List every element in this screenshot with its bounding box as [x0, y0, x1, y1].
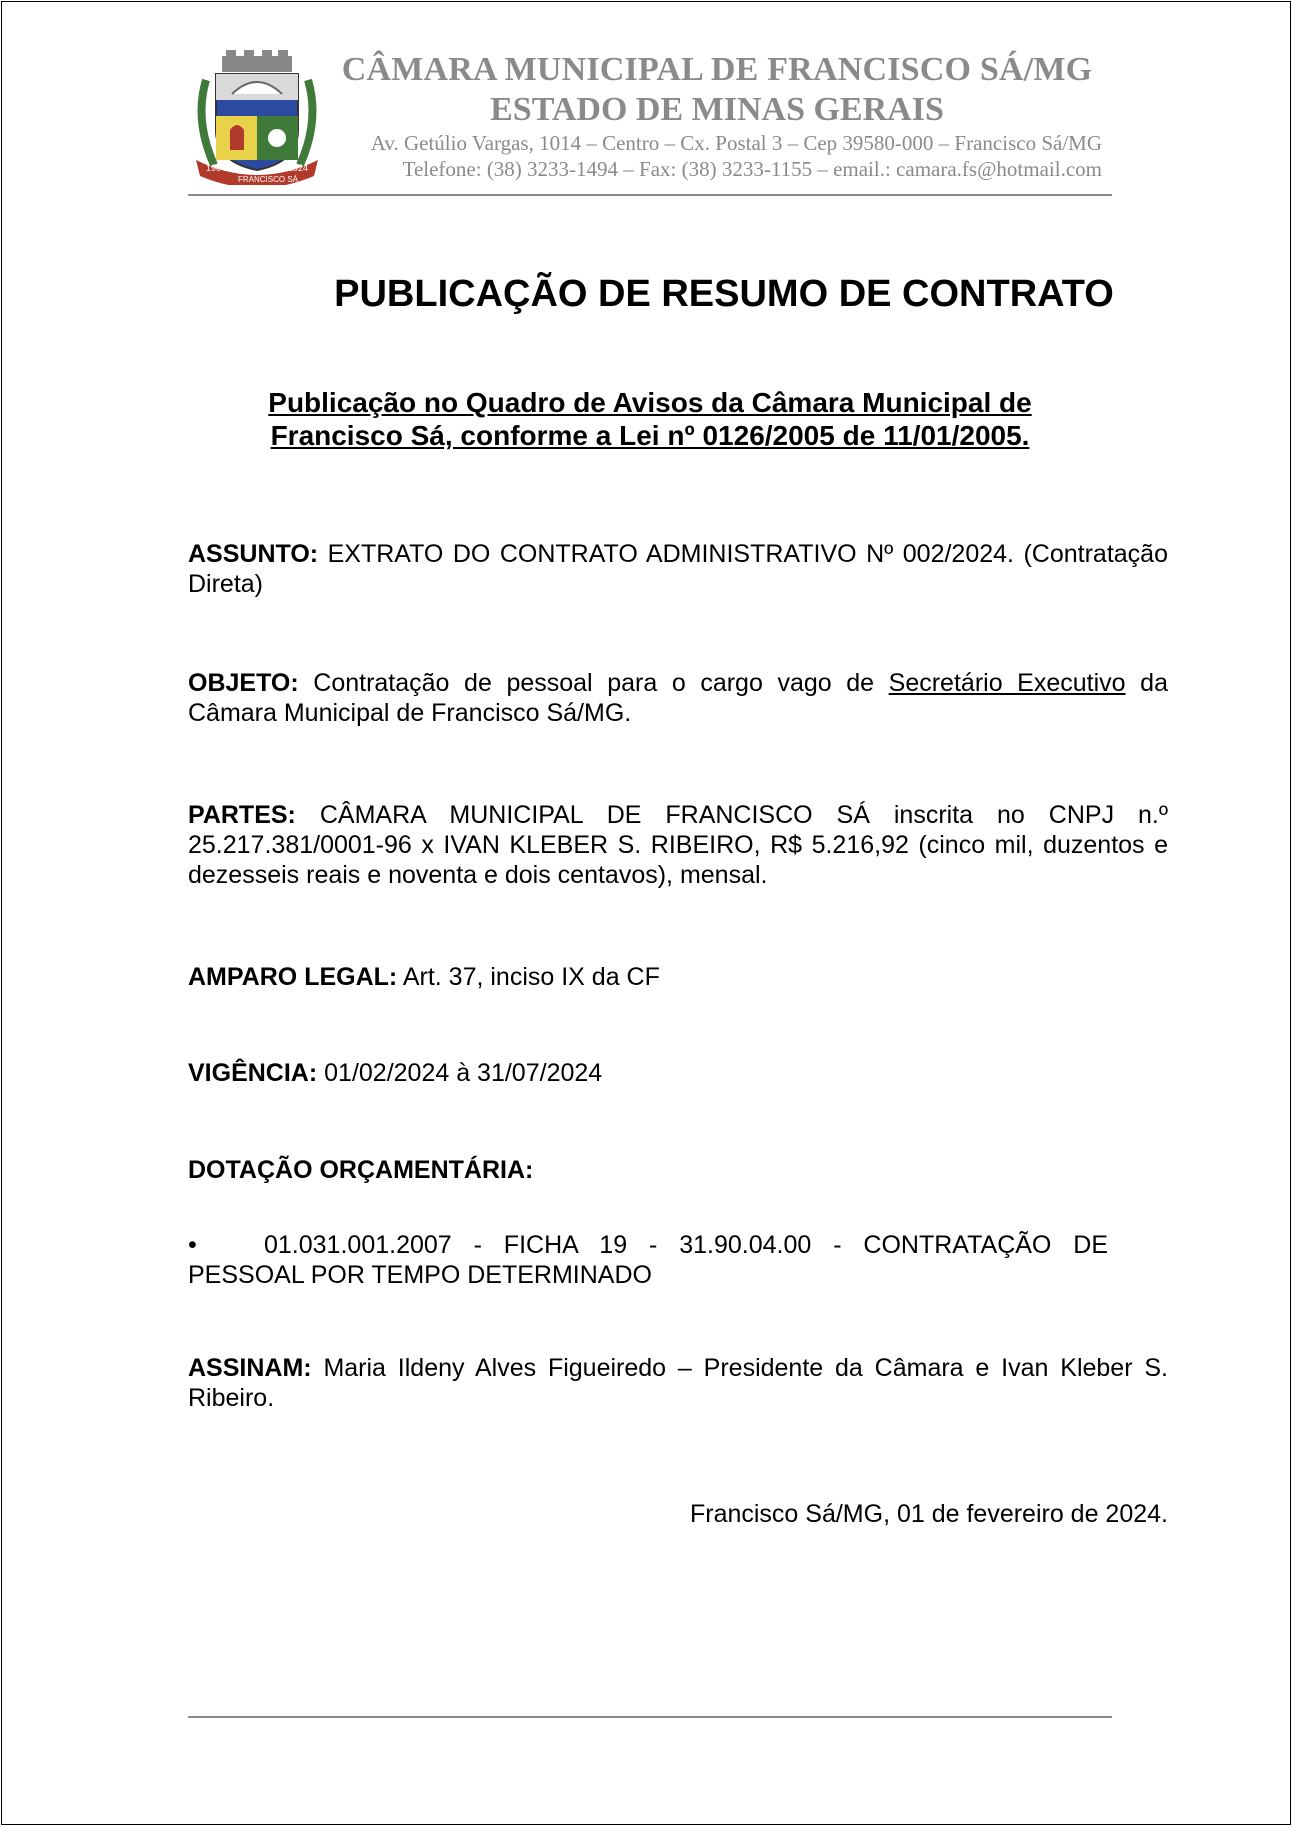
section-assunto: [188, 539, 1168, 599]
dotacao-list-item: [188, 1230, 1108, 1290]
subtitle-line-2: Francisco Sá, conforme a Lei nº 0126/2005 de 11/01/2005.: [270, 420, 1030, 451]
assunto-label: ASSUNTO:: [188, 540, 319, 568]
crest-year-left: 1904: [206, 163, 227, 173]
document-page: [1, 1, 1291, 1825]
vigencia-label: VIGÊNCIA:: [188, 1059, 318, 1087]
letterhead-subtitle: ESTADO DE MINAS GERAIS: [490, 91, 944, 128]
vigencia-text: 01/02/2024 à 31/07/2024: [324, 1059, 603, 1087]
bullet-icon: •: [188, 1231, 197, 1259]
closing-date: Francisco Sá/MG, 01 de fevereiro de 2024.: [689, 1500, 1168, 1528]
amparo-label: AMPARO LEGAL:: [188, 963, 398, 991]
letterhead-title: CÂMARA MUNICIPAL DE FRANCISCO SÁ/MG: [341, 51, 1093, 88]
subtitle-line-1: Publicação no Quadro de Avisos da Câmara Municipal de: [268, 387, 1032, 418]
crest-banner-text: FRANCISCO SÁ: [238, 175, 299, 184]
partes-text: CÂMARA MUNICIPAL DE FRANCISCO SÁ inscrita no CNPJ n.º 25.217.381/0001-96 x IVAN KLEBER S. RIBEIRO, R$ 5.216,92 (cinco mil, duzentos e dezesseis reais e noventa e dois centavos), mensal.: [188, 801, 1169, 889]
document-subtitle: [188, 386, 1112, 452]
section-dotacao: [188, 1155, 1168, 1185]
letterhead-contact: Telefone: (38) 3233-1494 – Fax: (38) 3233-1155 – email.: camara.fs@hotmail.com: [402, 157, 1102, 181]
section-partes: [188, 800, 1168, 890]
crest-year-right: 1924: [288, 163, 309, 173]
dotacao-label: DOTAÇÃO ORÇAMENTÁRIA:: [188, 1156, 534, 1184]
objeto-text-before: Contratação de pessoal para o cargo vago de: [313, 669, 875, 697]
letterhead-address: Av. Getúlio Vargas, 1014 – Centro – Cx. Postal 3 – Cep 39580-000 – Francisco Sá/MG: [370, 131, 1102, 155]
objeto-label: OBJETO:: [188, 669, 299, 697]
objeto-cargo: Secretário Executivo: [888, 669, 1126, 697]
section-assinam: [188, 1353, 1168, 1413]
dotacao-item-text: 01.031.001.2007 - FICHA 19 - 31.90.04.00 - CONTRATAÇÃO DE PESSOAL POR TEMPO DETERMINADO: [188, 1231, 1108, 1289]
section-objeto: [188, 668, 1168, 728]
amparo-text: Art. 37, inciso IX da CF: [402, 963, 660, 991]
assinam-label: ASSINAM:: [188, 1354, 312, 1382]
document-title: PUBLICAÇÃO DE RESUMO DE CONTRATO: [334, 273, 1114, 315]
assunto-text: EXTRATO DO CONTRATO ADMINISTRATIVO Nº 002/2024. (Contratação Direta): [188, 540, 1168, 598]
header-divider: [188, 194, 1112, 196]
municipal-crest-logo: [192, 50, 322, 185]
footer-divider: [188, 1716, 1112, 1718]
section-amparo-legal: [188, 962, 1168, 992]
partes-label: PARTES:: [188, 801, 296, 829]
assinam-text: Maria Ildeny Alves Figueiredo – Presidente da Câmara e Ivan Kleber S. Ribeiro.: [188, 1354, 1168, 1412]
section-vigencia: [188, 1058, 1168, 1088]
letterhead: [332, 50, 1102, 182]
objeto-text-after: da Câmara Municipal de Francisco Sá/MG.: [188, 669, 1168, 727]
